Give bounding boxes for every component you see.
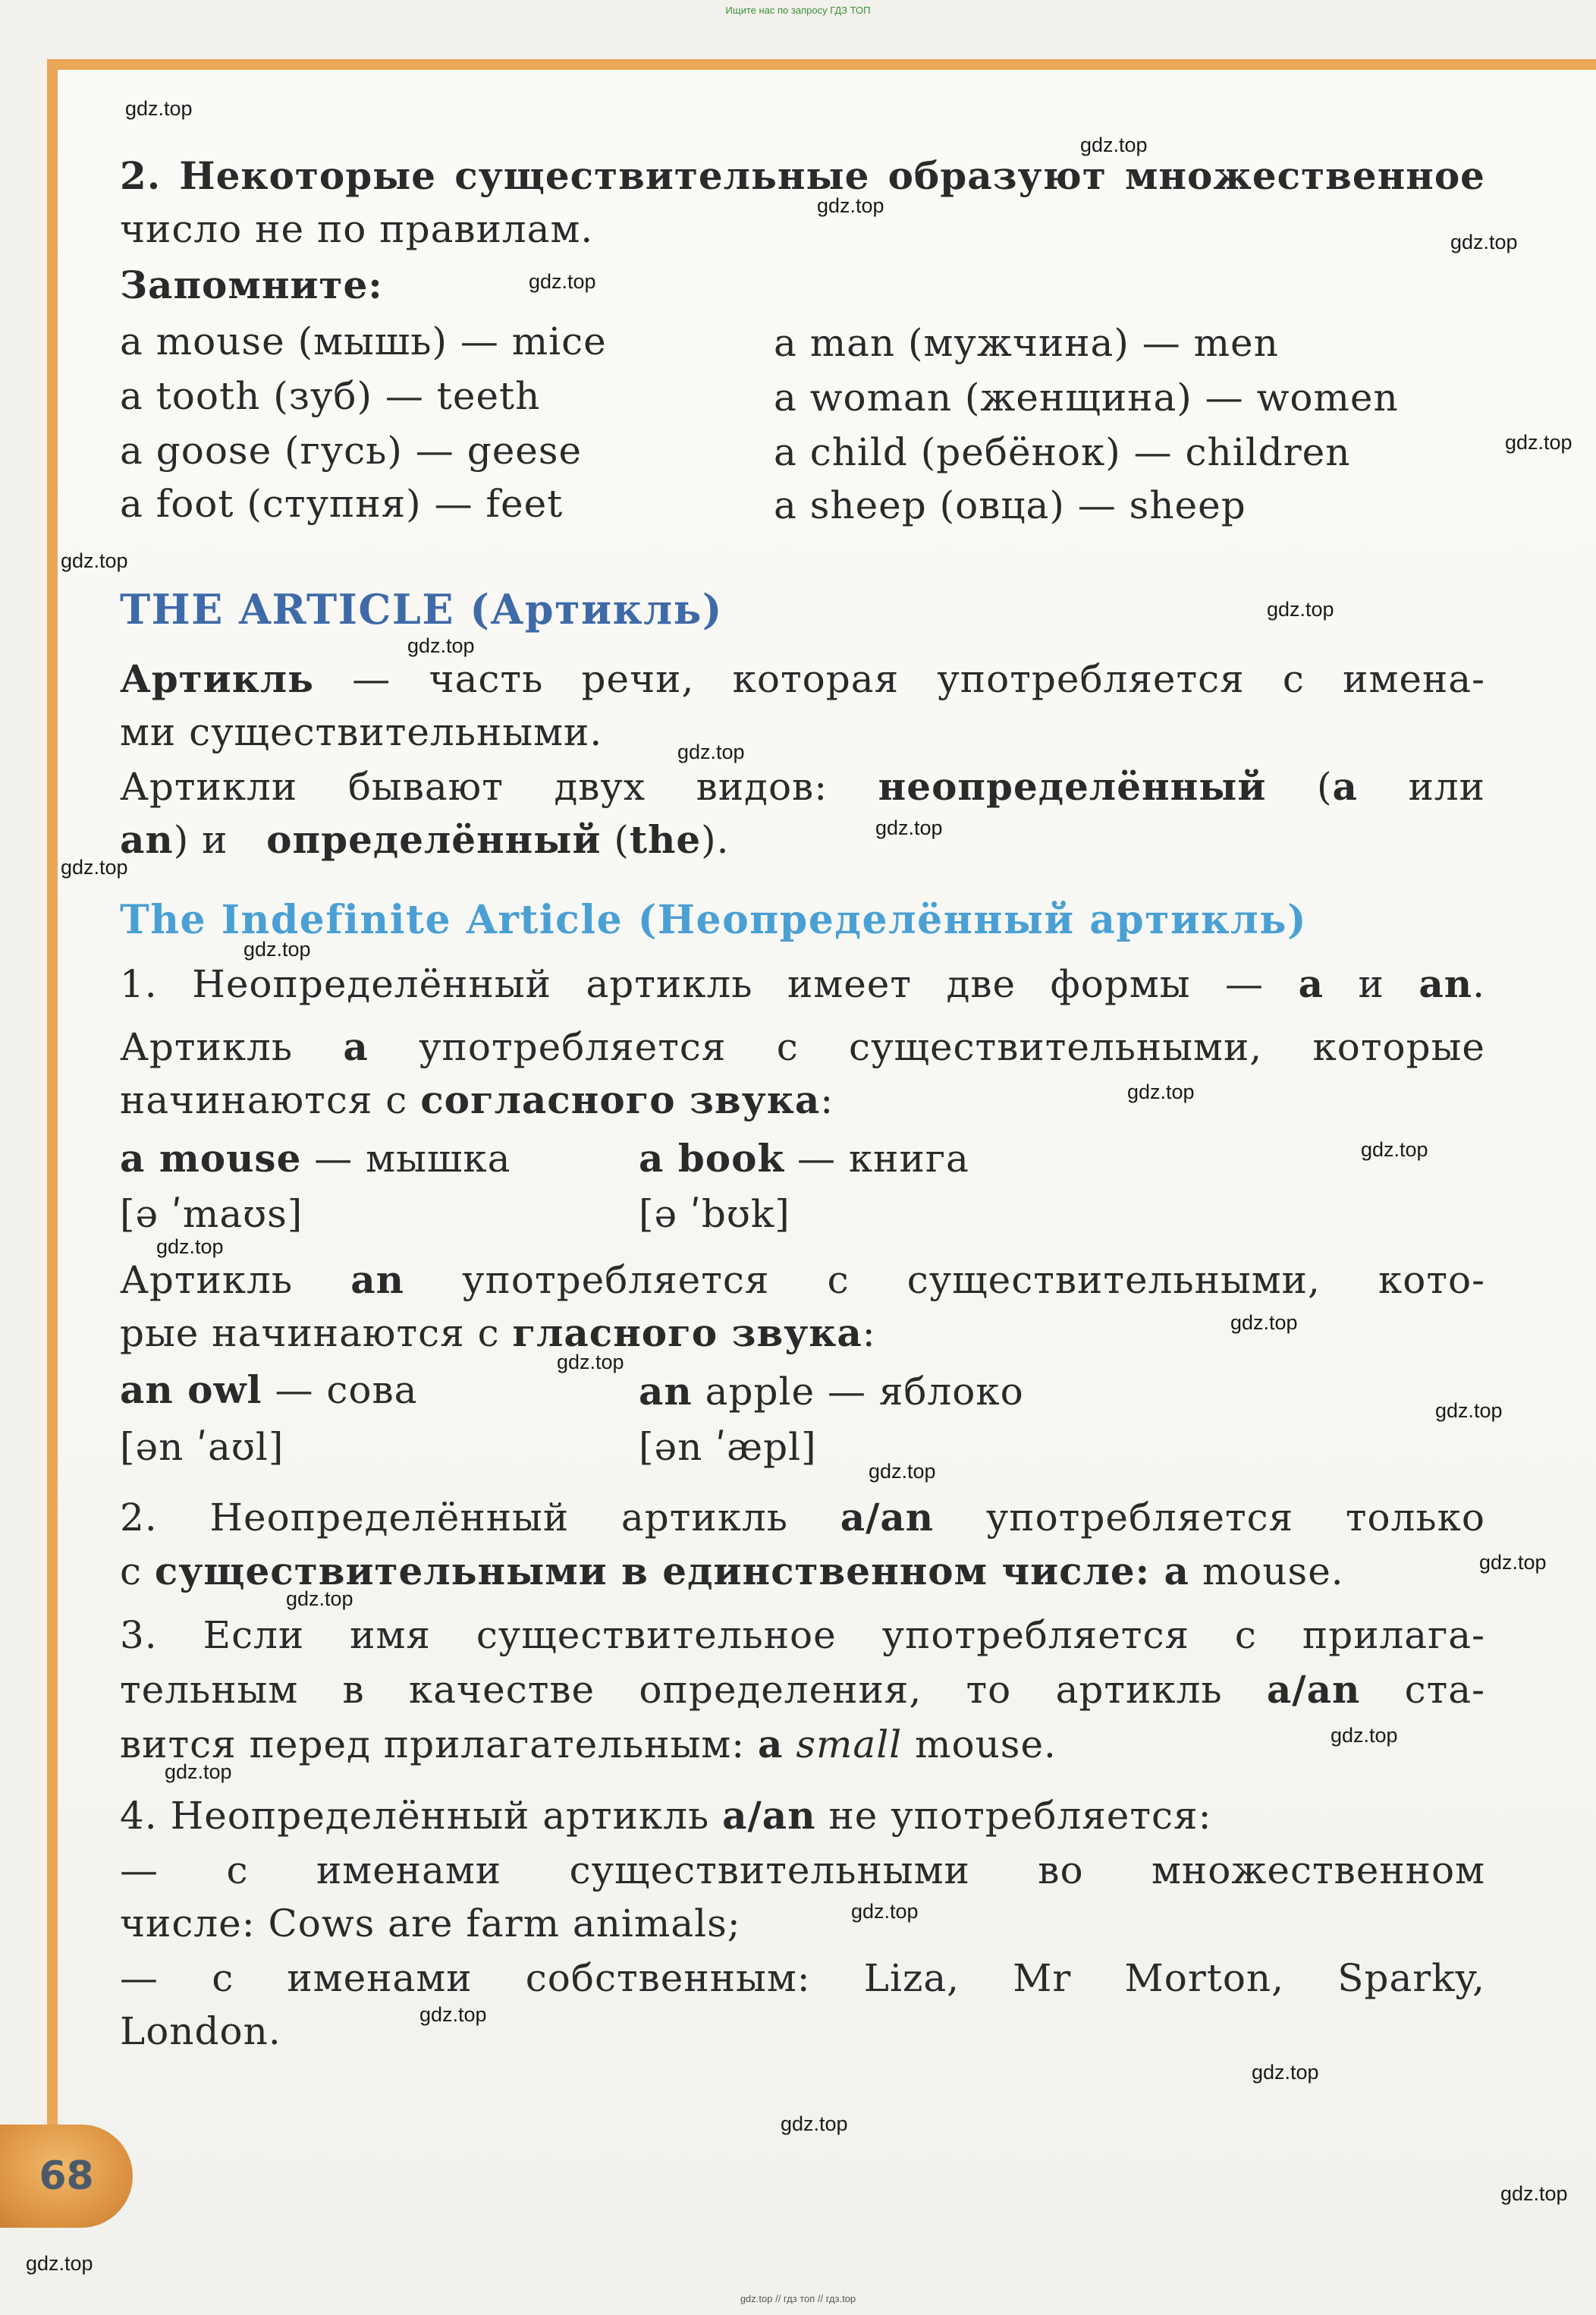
example-a-mouse: a mouse — мышка — [120, 1136, 511, 1181]
irregular-right-0: a man (мужчина) — men — [774, 321, 1279, 365]
watermark: gdz.top — [26, 2252, 93, 2275]
top-note: Ищите нас по запросу ГДЗ ТОП — [725, 5, 871, 16]
indef-p13: числе: Cows are farm animals; — [120, 1901, 741, 1945]
irregular-left-0: a mouse (мышь) — mice — [120, 319, 607, 363]
indef-p1: 1. Неопределённый артикль имеет две формы — a и an. — [120, 961, 1485, 1006]
watermark: gdz.top — [1505, 431, 1572, 454]
indef-p7: с существительными в единственном числе: a mouse. — [120, 1549, 1344, 1593]
watermark: gdz.top — [1080, 134, 1148, 156]
example-an-owl: an owl — сова — [120, 1367, 418, 1412]
transcription-apple: [ən ʹæpl] — [639, 1425, 817, 1469]
watermark: gdz.top — [1479, 1551, 1547, 1574]
watermark: gdz.top — [61, 549, 128, 572]
frame-left-border — [47, 59, 58, 2153]
watermark: gdz.top — [419, 2003, 487, 2026]
watermark: gdz.top — [557, 1351, 624, 1373]
section2-line2: число не по правилам. — [120, 207, 594, 251]
example-an-apple: an apple — яблоко — [639, 1369, 1024, 1414]
irregular-right-3: a sheep (овца) — sheep — [774, 483, 1246, 527]
example-a-book: a book — книга — [639, 1136, 969, 1181]
article-def-line2: ми существительными. — [120, 710, 603, 754]
indef-p6: 2. Неопределённый артикль a/an употребляется только — [120, 1495, 1486, 1540]
watermark: gdz.top — [243, 938, 311, 961]
bottom-note: gdz.top // гдз топ // гдз.top — [740, 2293, 856, 2304]
section2-line1: 2. Некоторые существительные образуют множественное — [120, 153, 1485, 198]
watermark: gdz.top — [1500, 2182, 1568, 2205]
watermark: gdz.top — [165, 1760, 232, 1783]
indef-p10: вится перед прилагательным: a small mouse. — [120, 1722, 1057, 1766]
indef-p15: London. — [120, 2009, 281, 2053]
watermark: gdz.top — [1450, 231, 1518, 253]
watermark: gdz.top — [677, 741, 745, 763]
article-types-line2: an) и определённый (the). — [120, 817, 730, 862]
watermark: gdz.top — [407, 634, 475, 657]
watermark: gdz.top — [286, 1587, 353, 1610]
indef-p8: 3. Если имя существительное употребляется с прилага- — [120, 1613, 1485, 1657]
indef-p9: тельным в качестве определения, то артикль a/an ста- — [120, 1667, 1485, 1712]
frame-top-border — [47, 59, 1596, 70]
page-number-badge — [0, 2125, 133, 2228]
irregular-left-3: a foot (ступня) — feet — [120, 482, 564, 526]
watermark: gdz.top — [1267, 598, 1334, 621]
irregular-left-2: a goose (гусь) — geese — [120, 429, 583, 473]
irregular-left-1: a tooth (зуб) — teeth — [120, 374, 541, 418]
watermark: gdz.top — [529, 270, 596, 293]
watermark: gdz.top — [1361, 1138, 1428, 1161]
transcription-owl: [ən ʹaʊl] — [120, 1425, 284, 1469]
article-def-line1: Артикль — часть речи, которая употребляется с имена- — [120, 656, 1485, 701]
irregular-right-1: a woman (женщина) — women — [774, 376, 1399, 420]
watermark: gdz.top — [156, 1235, 224, 1258]
indefinite-heading: The Indefinite Article (Неопределённый артикль) — [120, 897, 1308, 943]
indef-p5: рые начинаются с гласного звука: — [120, 1310, 876, 1355]
article-types-line1: Артикли бывают двух видов: неопределённый (a или — [120, 764, 1485, 809]
watermark: gdz.top — [61, 856, 128, 879]
indef-p3: начинаются с согласного звука: — [120, 1077, 834, 1122]
watermark: gdz.top — [1127, 1080, 1195, 1103]
watermark: gdz.top — [1252, 2061, 1319, 2084]
watermark: gdz.top — [125, 97, 193, 120]
watermark: gdz.top — [781, 2112, 848, 2135]
watermark: gdz.top — [875, 816, 943, 839]
remember-label: Запомните: — [120, 263, 383, 307]
indef-p12: — с именами существительными во множественном — [120, 1848, 1485, 1892]
watermark: gdz.top — [869, 1460, 936, 1483]
watermark: gdz.top — [1435, 1399, 1503, 1422]
transcription-book: [ə ʹbʊk] — [639, 1192, 790, 1236]
indef-p11: 4. Неопределённый артикль a/an не употребляется: — [120, 1793, 1212, 1838]
indef-p2: Артикль a употребляется с существительными, которые — [120, 1024, 1485, 1069]
article-heading: THE ARTICLE (Артикль) — [120, 585, 723, 634]
page-number: 68 — [39, 2153, 94, 2199]
watermark: gdz.top — [1331, 1724, 1398, 1747]
watermark: gdz.top — [851, 1900, 919, 1923]
irregular-right-2: a child (ребёнок) — children — [774, 430, 1351, 474]
indef-p14: — с именами собственным: Liza, Mr Morton, Sparky, — [120, 1956, 1485, 2000]
watermark: gdz.top — [817, 194, 884, 217]
watermark: gdz.top — [1230, 1311, 1298, 1334]
indef-p4: Артикль an употребляется с существительными, кото- — [120, 1257, 1485, 1302]
transcription-mouse: [ə ʹmaʊs] — [120, 1192, 303, 1236]
